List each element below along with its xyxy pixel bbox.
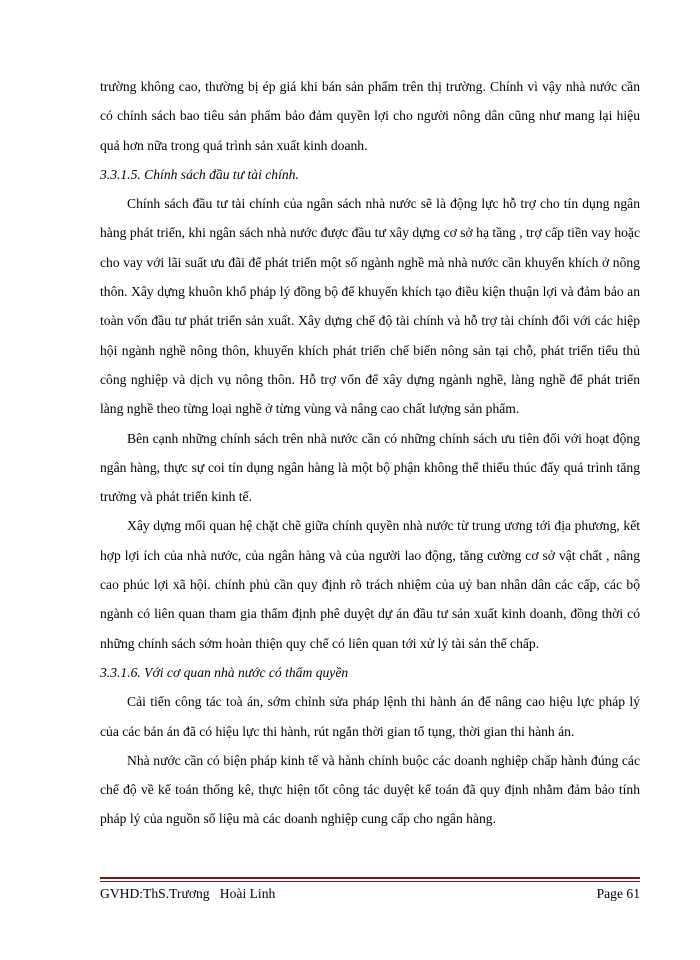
paragraph-continuation: trường không cao, thường bị ép giá khi bán sản phẩm trên thị trường. Chính vì vậy nhà nước cần có chính sách bao tiêu sản phẩm bảo đảm quyền lợi cho người nông dân cũng như mang lại hiệu quả hơn nữa trong quá trình sản xuất kinh doanh. [100,79,640,153]
paragraph-priority-policies: Bên cạnh những chính sách trên nhà nước cần có những chính sách ưu tiên đối với hoạt động ngân hàng, thực sự coi tín dụng ngân hàng là một bộ phận không thể thiếu thúc đẩy quá trình tăng trưởng và phát triển kinh tế. [100,430,640,505]
paragraph-financial-investment: Chính sách đầu tư tài chính của ngân sách nhà nước sẽ là động lực hỗ trợ cho tín dụng ngân hàng phát triển, khi ngân sách nhà nước được đầu tư xây dựng cơ sở hạ tầng , trợ cấp tiền vay hoặc cho vay với lãi suất ưu đãi để phát triển một số ngành nghề mà nhà nước cần khuyến khích ở nông thôn. Xây dựng khuôn khổ pháp lý đồng bộ để khuyến khích tạo điều kiện thuận lợi và đảm bảo an toàn vốn đầu tư phát triển sản xuất. Xây dựng chế độ tài chính và hỗ trợ tài chính đối với các hiệp hội ngành nghề nông thôn, khuyến khích phát triển chế biến nông sản tại chỗ, phát triển tiểu thủ công nghiệp và dịch vụ nông thôn. Hỗ trợ vốn để xây dựng ngành nghề, làng nghề để phát triển làng nghề theo từng loại nghề ở từng vùng và nâng cao chất lượng sản phẩm. [100,196,640,417]
paragraph-accounting-compliance: Nhà nước cần có biện pháp kinh tế và hành chính buộc các doanh nghiệp chấp hành đúng các chế độ về kế toán thống kê, thực hiện tốt công tác duyệt kế toán đã quy định nhằm đảm bảo tính pháp lý của nguồn số liệu mà các doanh nghiệp cung cấp cho ngân hàng. [100,752,640,827]
page-number: Page 61 [596,886,640,901]
footer-supervisor: GVHD:ThS.Trương Hoài Linh [100,886,276,901]
footer-divider-thin [100,881,640,882]
section-heading-3-3-1-6: 3.3.1.6. Với cơ quan nhà nước có thẩm quyền [100,664,349,680]
footer-divider [100,877,640,879]
paragraph-court-reform: Cải tiến công tác toà án, sớm chỉnh sửa pháp lệnh thi hành án để nâng cao hiệu lực pháp lý của các bản án đã có hiệu lực thi hành, rút ngắn thời gian tố tụng, thời gian thi hành án. [100,694,640,739]
page-footer [100,886,640,902]
paragraph-government-relations: Xây dựng mối quan hệ chặt chẽ giữa chính quyền nhà nước từ trung ương tới địa phương, kết hợp lợi ích của nhà nước, của ngân hàng và của người lao động, tăng cường cơ sở vật chất , nâng cao phúc lợi xã hội. chính phủ cần quy định rõ trách nhiệm của uỷ ban nhân dân các cấp, các bộ ngành có liên quan tham gia thẩm định phê duyệt dự án đầu tư sản xuất kinh doanh, đồng thời có những chính sách sớm hoàn thiện quy chế có liên quan tới xử lý tài sản thế chấp. [100,518,640,651]
page-body [100,72,640,834]
section-heading-3-3-1-5: 3.3.1.5. Chính sách đầu tư tài chính. [100,166,299,182]
